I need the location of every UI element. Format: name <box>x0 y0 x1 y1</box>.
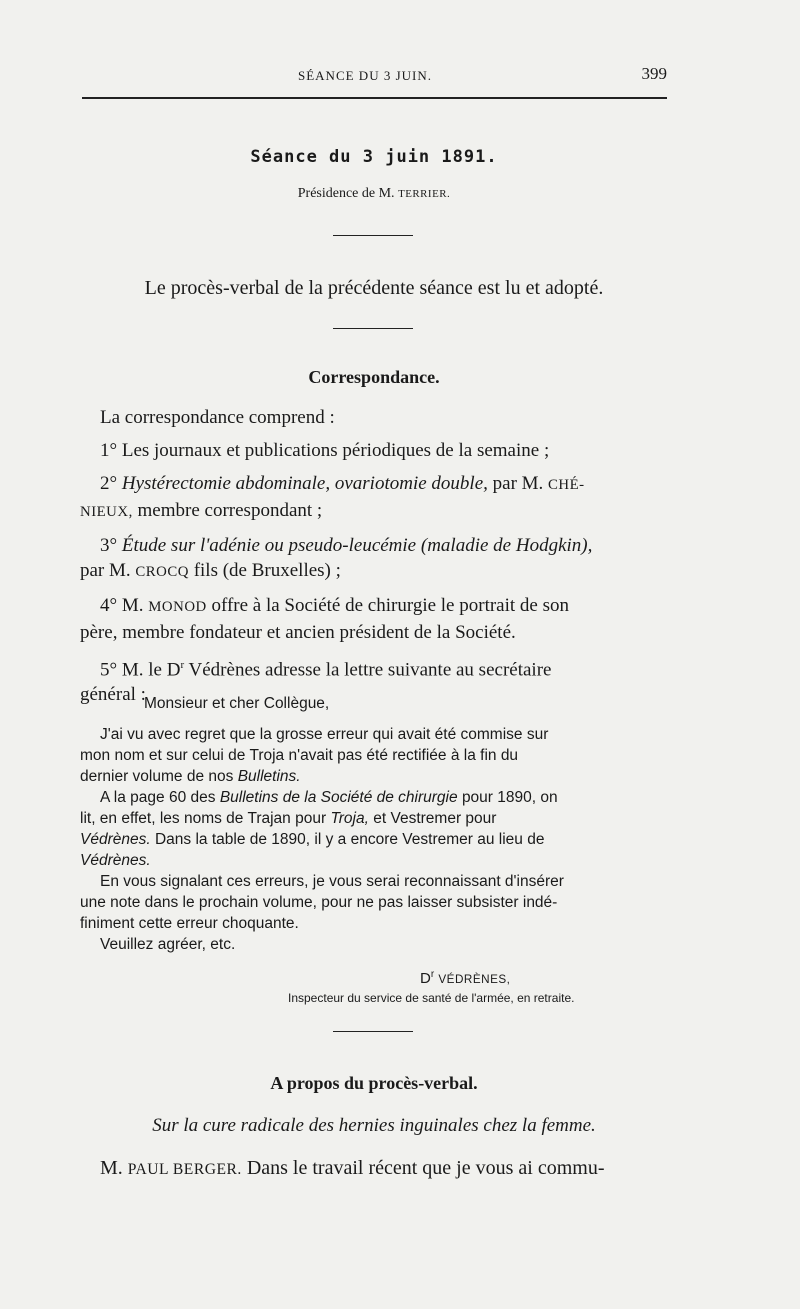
page-number: 399 <box>641 64 667 83</box>
correspondance-item: 5° M. le $D^r$ Védrènes adresse la lettre suivante au secrétaire général : <box>80 659 552 706</box>
proces-verbal-line: Le procès-verbal de la précédente séance est lu et adopté. <box>144 277 604 299</box>
letter-paragraph: A la page 60 des Bulletins de la Société de chirurgie pour 1890, on lit, en effet, les noms de Trajan pour Troja, et Vestremer pour Védrènes. Dans la table de 1890, il y a encore Vestremer au lieu de Védrènes. <box>80 789 558 869</box>
apropos-subheading: Sur la cure radicale des hernies inguinales chez la femme. <box>152 1115 596 1136</box>
letter-salutation: Monsieur et cher Collègue, <box>144 695 330 712</box>
separator <box>333 1031 413 1032</box>
correspondance-item: 4° M. MONOD offre à la Société de chirurgie le portrait de son père, membre fondateur et ancien président de la Société. <box>80 595 569 643</box>
presidence-prefix: Présidence de M. <box>297 186 395 201</box>
signature: $D^r$ VÉDRÈNES, <box>420 969 511 987</box>
apropos-heading: A propos du procès-verbal. <box>270 1073 478 1093</box>
signature-title: Inspecteur du service de santé de l'armée, en retraite. <box>288 991 575 1005</box>
correspondance-item: 1° Les journaux et publications périodiques de la semaine ; <box>100 440 550 461</box>
item-title: Étude sur l'adénie ou pseudo-leucémie <box>121 535 417 556</box>
speaker-name: PAUL BERGER. <box>127 1161 242 1178</box>
correspondance-item: 2° Hystérectomie abdominale, ovariotomie double, par M. CHÉ- NIEUX, membre correspondant ; <box>80 473 585 521</box>
item-title: Hystérectomie abdominale, ovariotomie double, <box>121 473 488 494</box>
letter-body <box>80 724 668 955</box>
separator <box>333 328 413 329</box>
letter-closing: Veuillez agréer, etc. <box>100 936 236 953</box>
correspondance-heading: Correspondance. <box>308 367 440 387</box>
apropos-text: M. PAUL BERGER. Dans le travail récent que je vous ai commu- <box>100 1157 605 1179</box>
presidence-line <box>80 186 668 202</box>
letter-paragraph: J'ai vu avec regret que la grosse erreur qui avait été commise sur mon nom et sur celui de Troja n'avait pas été rectifiée à la fin du dernier volume de nos Bulletins. <box>80 726 549 785</box>
session-title-block <box>80 147 668 167</box>
president-name: TERRIER. <box>398 188 451 200</box>
running-head <box>82 62 667 86</box>
separator <box>333 235 413 236</box>
correspondance-body <box>80 405 668 707</box>
signature-name: VÉDRÈNES, <box>438 973 511 986</box>
header-rule <box>82 97 667 99</box>
running-title: SÉANCE DU 3 JUIN. <box>298 68 432 83</box>
session-title: Séance du 3 juin 1891. <box>250 147 498 167</box>
correspondance-intro: La correspondance comprend : <box>100 407 335 428</box>
correspondance-item: 3° Étude sur l'adénie ou pseudo-leucémie (maladie de Hodgkin), par M. CROCQ fils (de Bruxelles) ; <box>80 535 593 581</box>
letter-paragraph: En vous signalant ces erreurs, je vous serai reconnaissant d'insérer une note dans le prochain volume, pour ne pas laisser subsister indé- finiment cette erreur choquante. <box>80 873 564 932</box>
